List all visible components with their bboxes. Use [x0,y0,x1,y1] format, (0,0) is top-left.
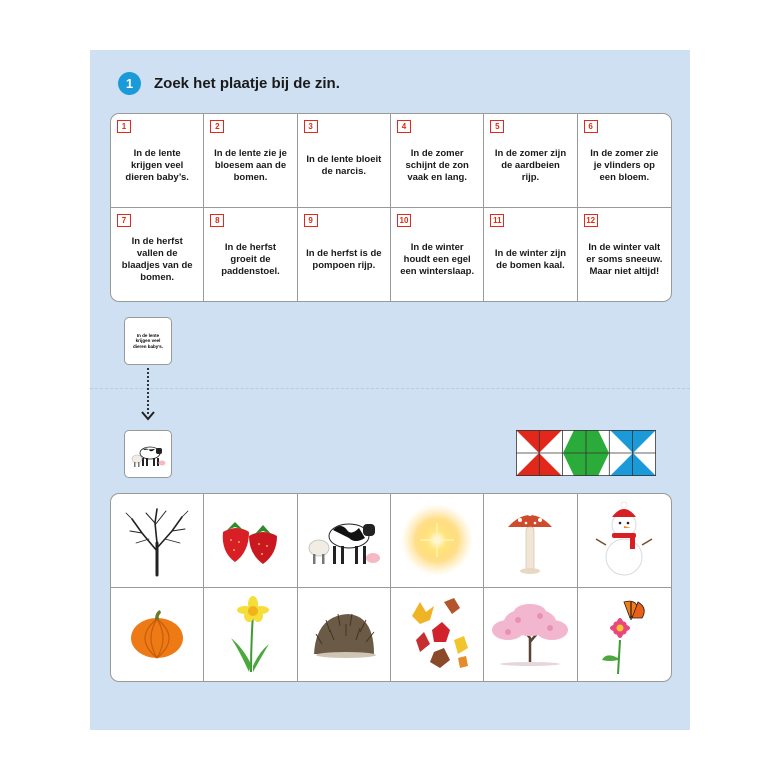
picture-card-strawberries[interactable] [204,494,297,588]
picture-card-toadstool[interactable] [484,494,577,588]
autumn-leaves-icon [402,596,472,672]
flower-with-butterfly-icon [594,594,654,674]
bare-tree-icon [122,503,192,577]
exercise-number: 1 [118,72,141,95]
picture-card-snowman[interactable] [578,494,671,588]
example-arrow-line [147,368,149,414]
blossom-tree-icon [488,602,572,666]
sentence-card-8[interactable] [204,208,297,302]
sentence-text: In de zomer zijn de aardbeien rijp. [494,148,567,184]
picture-card-bare-tree[interactable] [111,494,204,588]
exercise-instruction: Zoek het plaatje bij de zin. [154,75,340,92]
sentence-card-10[interactable] [391,208,484,302]
picture-card-pumpkin[interactable] [111,588,204,682]
example-sentence-text: In de lente krijgen veel dieren baby’s. [132,332,164,349]
sentence-number: 2 [210,120,224,133]
sentence-number: 7 [117,214,131,227]
example-sentence-card [124,317,172,365]
toadstool-icon [500,503,560,577]
picture-card-autumn-leaves[interactable] [391,588,484,682]
sentence-number: 3 [304,120,318,133]
sentence-number: 12 [584,214,598,227]
sentence-card-6[interactable] [578,114,671,208]
picture-card-cow-lamb-piglet[interactable] [298,494,391,588]
sentence-text: In de herfst vallen de blaadjes van de bomen. [121,236,193,284]
sentence-text: In de winter houdt een egel een winterslaap. [400,242,475,278]
sun-icon [400,503,474,577]
cow-lamb-piglet-icon [129,439,167,469]
page-fold-line [90,388,690,389]
sentence-number: 5 [490,120,504,133]
daffodil-icon [225,594,275,674]
snowman-icon [594,501,654,579]
sentence-text: In de lente bloeit de narcis. [306,154,382,178]
strawberries-icon [215,510,285,570]
pumpkin-icon [127,606,187,662]
exercise-header [118,72,340,95]
sentence-text: In de winter valt er soms sneeuw. Maar niet altijd! [586,242,663,278]
arrow-down-icon [141,411,155,421]
sentence-card-2[interactable] [204,114,297,208]
sentence-number: 10 [397,214,411,227]
sentence-card-5[interactable] [484,114,577,208]
example-picture-card [124,430,172,478]
sentence-text: In de winter zijn de bomen kaal. [494,248,567,272]
sentence-card-11[interactable] [484,208,577,302]
sentence-number: 6 [584,120,598,133]
sentence-card-3[interactable] [298,114,391,208]
picture-card-hedgehog[interactable] [298,588,391,682]
sentence-card-12[interactable] [578,208,671,302]
sentence-text: In de herfst is de pompoen rijp. [306,248,382,272]
sentence-number: 1 [117,120,131,133]
picture-card-blossom-tree[interactable] [484,588,577,682]
picture-grid [110,493,672,682]
sentence-card-4[interactable] [391,114,484,208]
sentence-text: In de zomer zie je vlinders op een bloem. [590,148,659,184]
sentence-text: In de zomer schijnt de zon vaak en lang. [405,148,469,184]
sentence-number: 9 [304,214,318,227]
sentence-number: 8 [210,214,224,227]
sentence-text: In de herfst groeit de paddenstoel. [221,242,280,278]
sentence-card-9[interactable] [298,208,391,302]
sentence-number: 4 [397,120,411,133]
hedgehog-icon [308,606,380,662]
picture-card-flower-with-butterfly[interactable] [578,588,671,682]
sentence-text: In de lente krijgen veel dieren baby’s. [125,148,189,184]
answer-check-pattern [516,430,656,476]
picture-card-sun[interactable] [391,494,484,588]
picture-card-daffodil[interactable] [204,588,297,682]
sentence-grid [110,113,672,302]
sentence-card-1[interactable] [111,114,204,208]
cow-lamb-piglet-icon [305,510,383,570]
sentence-text: In de lente zie je bloesem aan de bomen. [214,148,287,184]
sentence-card-7[interactable] [111,208,204,302]
sentence-number: 11 [490,214,504,227]
